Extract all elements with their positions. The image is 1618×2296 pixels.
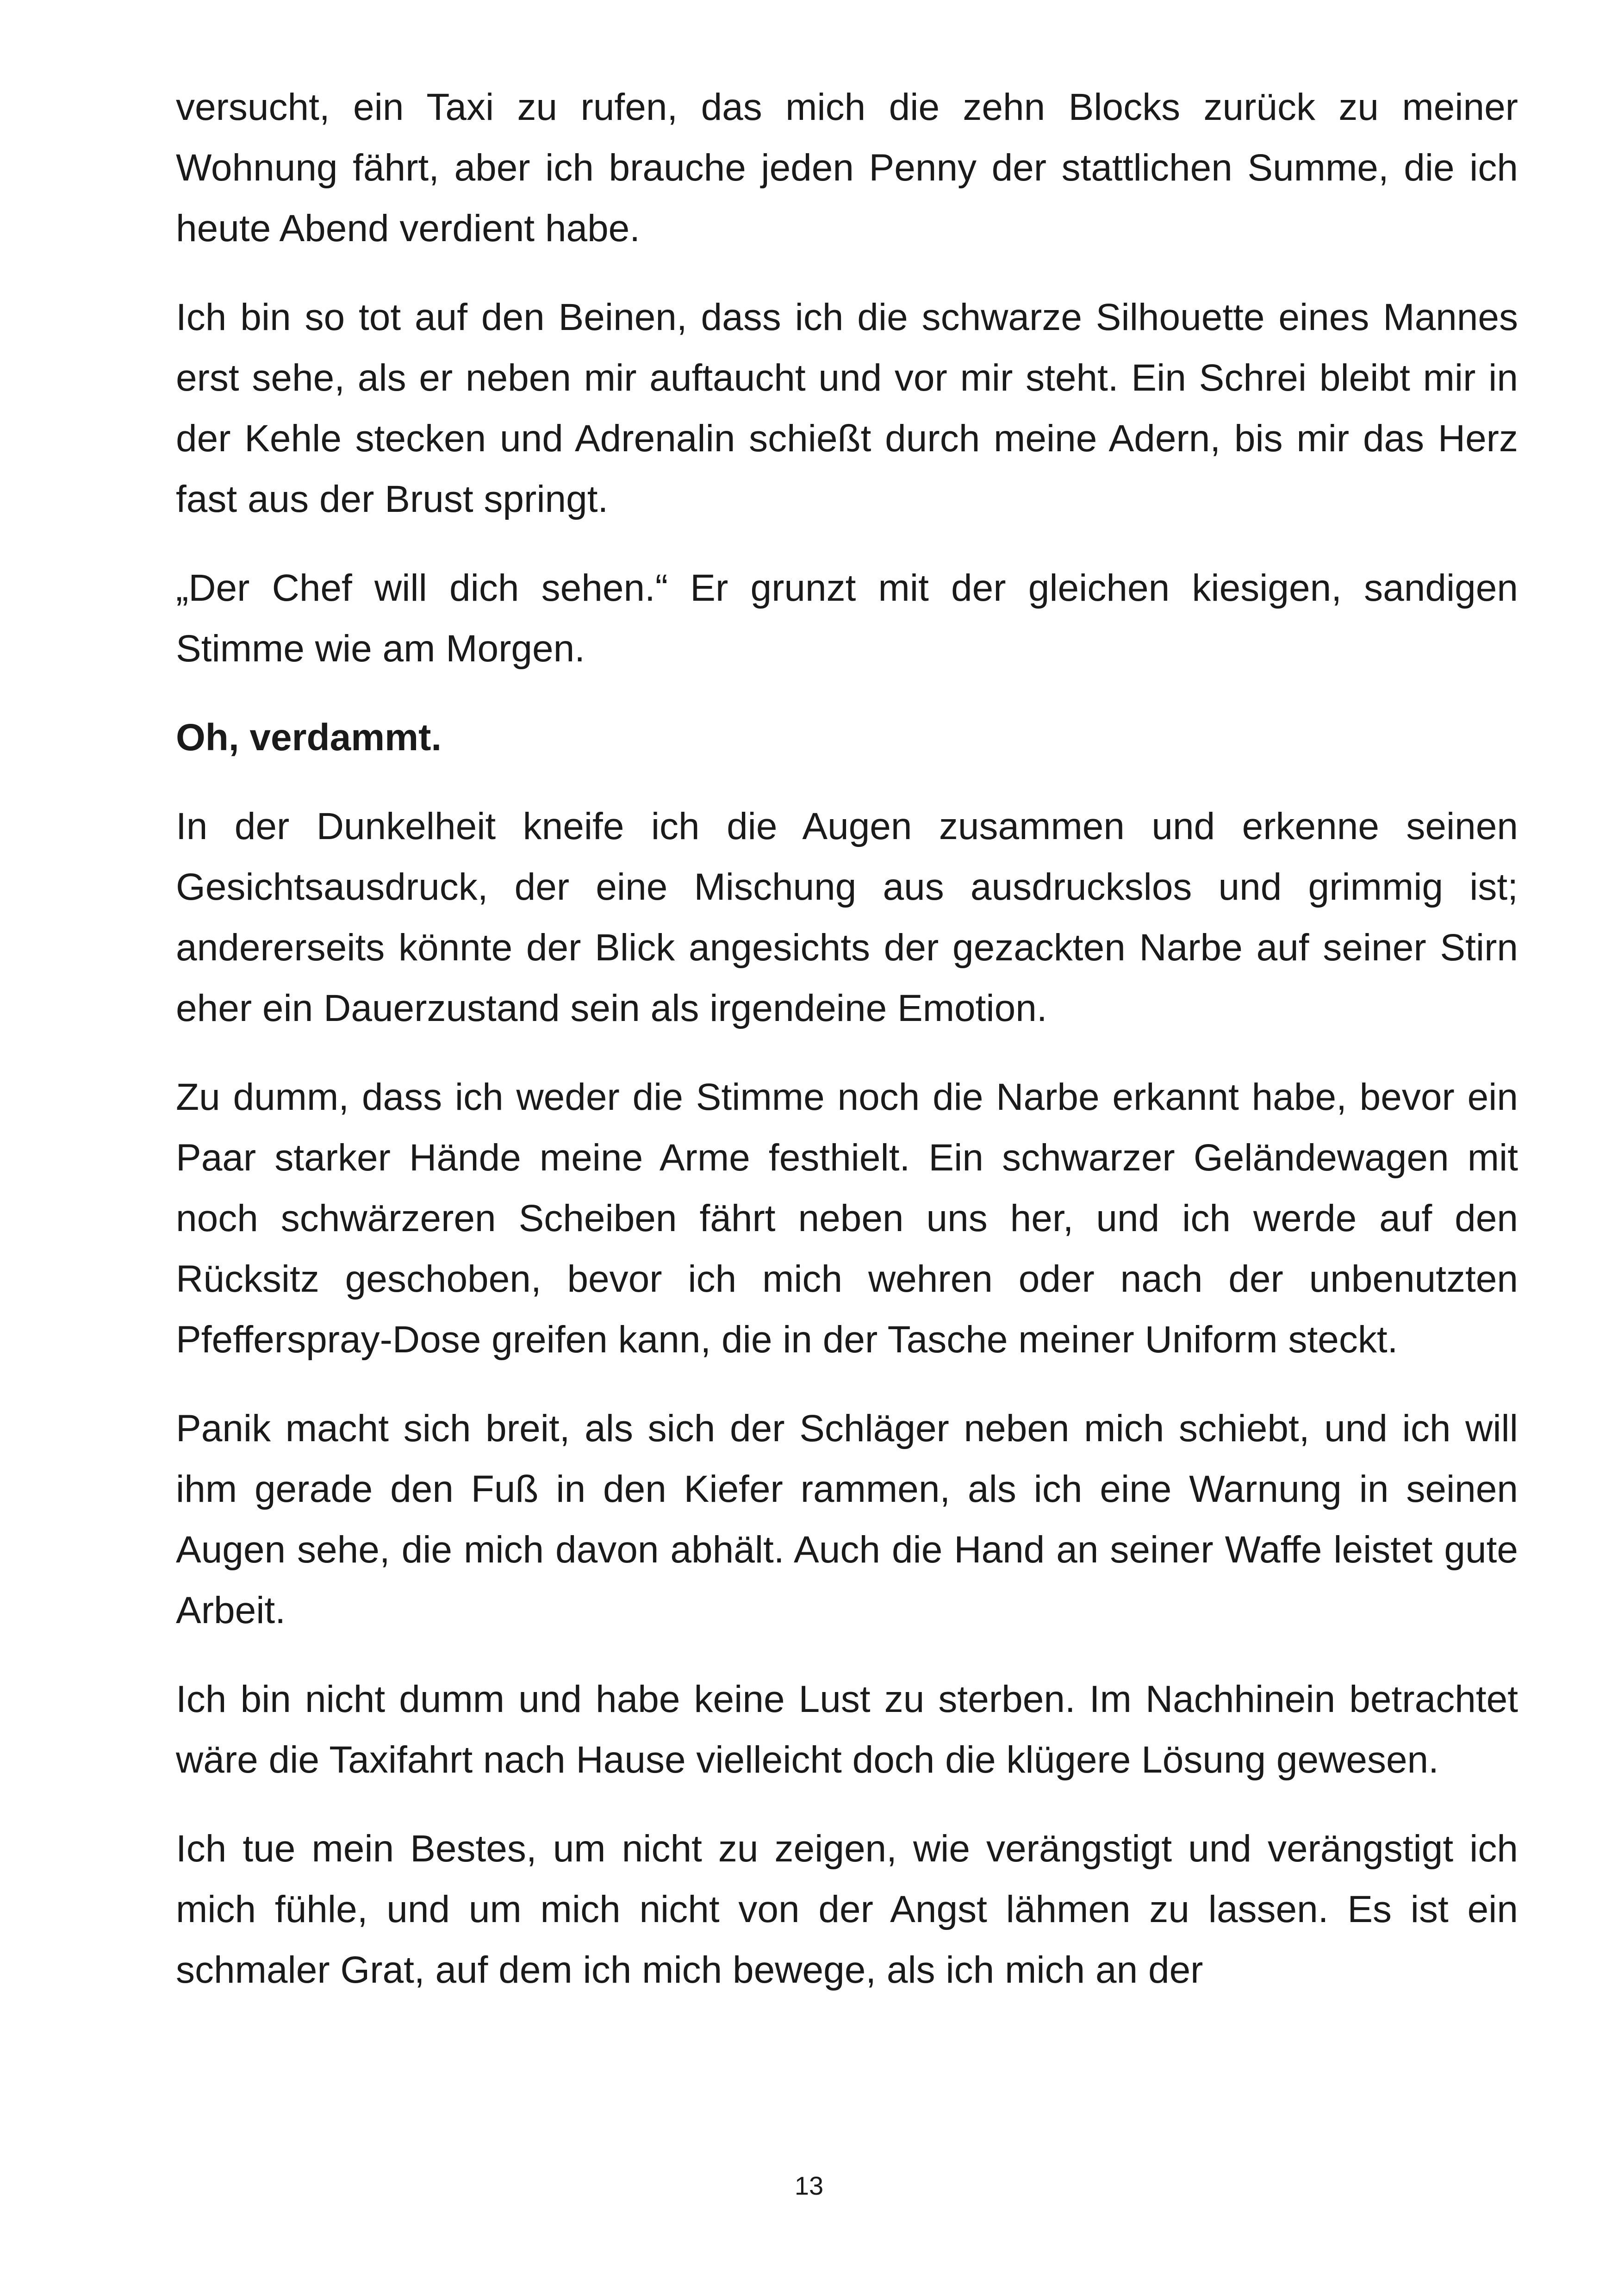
emphasized-paragraph: Oh, verdammt. <box>176 716 442 759</box>
paragraph: versucht, ein Taxi zu rufen, das mich die zehn Blocks zurück zu meiner Wohnung fährt, aber ich brauche jeden Penny der stattlichen Summe, die ich heute Abend verdient habe. <box>176 86 1518 249</box>
page-number: 13 <box>794 2171 824 2200</box>
paragraph: Ich bin nicht dumm und habe keine Lust zu sterben. Im Nachhinein betrachtet wäre die Taxifahrt nach Hause vielleicht doch die klügere Lösung gewesen. <box>176 1678 1518 1781</box>
body-text <box>176 77 1518 2028</box>
paragraph: In der Dunkelheit kneife ich die Augen zusammen und erkenne seinen Gesichtsausdruck, der eine Mischung aus ausdruckslos und grimmig ist; andererseits könnte der Blick angesichts der gezackten Narbe auf seiner Stirn eher ein Dauerzustand sein als irgendeine Emotion. <box>176 805 1518 1029</box>
paragraph: Panik macht sich breit, als sich der Schläger neben mich schiebt, und ich will ihm gerade den Fuß in den Kiefer rammen, als ich eine Warnung in seinen Augen sehe, die mich davon abhält. Auch die Hand an seiner Waffe leistet gute Arbeit. <box>176 1407 1518 1631</box>
paragraph: Ich bin so tot auf den Beinen, dass ich die schwarze Silhouette eines Mannes erst sehe, als er neben mir auftaucht und vor mir steht. Ein Schrei bleibt mir in der Kehle stecken und Adrenalin schießt durch meine Adern, bis mir das Herz fast aus der Brust springt. <box>176 296 1518 520</box>
paragraph: Zu dumm, dass ich weder die Stimme noch die Narbe erkannt habe, bevor ein Paar starker Hände meine Arme festhielt. Ein schwarzer Geländewagen mit noch schwärzeren Scheiben fährt neben uns her, und ich werde auf den Rücksitz geschoben, bevor ich mich wehren oder nach der unbenutzten Pfefferspray-Dose greifen kann, die in der Tasche meiner Uniform steckt. <box>176 1076 1518 1361</box>
paragraph: „Der Chef will dich sehen.“ Er grunzt mit der gleichen kiesigen, sandigen Stimme wie am Morgen. <box>176 567 1518 670</box>
paragraph: Ich tue mein Bestes, um nicht zu zeigen, wie verängstigt und verängstigt ich mich fühle, und um mich nicht von der Angst lähmen zu lassen. Es ist ein schmaler Grat, auf dem ich mich bewege, als ich mich an der <box>176 1828 1518 1991</box>
